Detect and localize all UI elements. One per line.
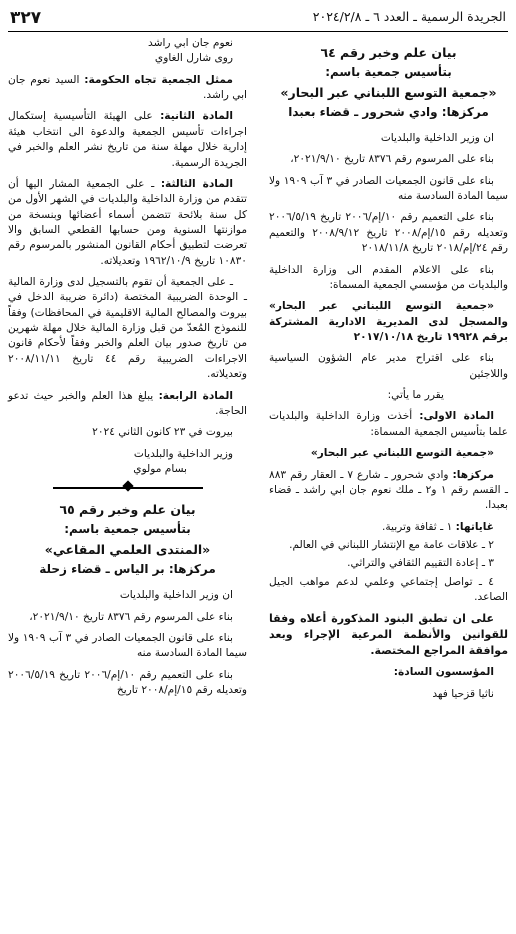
gazette-title: الجريدة الرسمية ـ العدد ٦ ـ ٢٠٢٤/٢/٨ xyxy=(312,9,506,24)
hq-label: مركزها: xyxy=(452,468,494,481)
citation: بناء على المرسوم رقم ٨٣٧٦ تاريخ ٢٠٢١/٩/١٠، xyxy=(290,153,494,166)
rep-name: السيد نعوم جان ابي راشد. xyxy=(8,73,247,102)
article-2-label: المادة الثانية: xyxy=(160,110,233,123)
citation: بناء على التعميم رقم ١٠/إم/٢٠٠٦ تاريخ ٢٠٠٦/٥/١٩ وتعديله رقم ١٥/إم/٢٠٠٨ تاريخ ٢٠٠٨/٩/١٢ والتعميم رقم ٢٤/إم/٢٠١٨ تاريخ ٢٠١٨/١١/٨ xyxy=(269,211,508,255)
article-1-label: المادة الاولى: xyxy=(419,410,494,423)
minister-intro: ان وزير الداخلية والبلديات xyxy=(380,132,494,145)
citation: بناء على قانون الجمعيات الصادر في ٣ آب ١٩٠٩ ولا سيما المادة السادسة منه xyxy=(269,174,508,203)
decides-line: يقرر ما يأتي: xyxy=(387,389,444,402)
article-4-text: يبلغ هذا العلم والخبر حيث تدعو الحاجة. xyxy=(8,389,247,417)
goal-item: ٢ ـ علاقات عامة مع الإنتشار اللبناني في العالم. xyxy=(289,538,494,551)
notice2-association-name: «المنتدى العلمي المقاعي» xyxy=(44,541,211,557)
goal-item: ٤ ـ تواصل إجتماعي وعلمي لدعم مواهب الجيل الصاعد. xyxy=(269,575,508,604)
notice-title: بيان علم وخبر رقم ٦٤ xyxy=(320,45,457,60)
article-3-label: المادة الثالثة: xyxy=(160,177,233,190)
goals-label: غاياتها: xyxy=(455,520,494,533)
article-1 xyxy=(269,409,508,440)
hq-text: وادي شحرور ـ شارع ٧ ـ العقار رقم ٨٨٣ ـ القسم رقم ١ و٢ ـ ملك نعوم جان ابي راشد ـ قضاء بعبدا. xyxy=(269,468,509,512)
representative xyxy=(8,73,247,104)
date-line: بيروت في ٢٣ كانون الثاني ٢٠٢٤ xyxy=(92,426,233,439)
goal-item: ١ ـ ثقافة وتربية. xyxy=(381,520,453,533)
page-header xyxy=(8,6,508,30)
notice2-title: بيان علم وخبر رقم ٦٥ xyxy=(59,502,196,518)
article-4-label: المادة الرابعة: xyxy=(158,389,233,402)
article-3-text: ـ على الجمعية المشار اليها أن تتقدم من وزارة الداخلية والبلديات في الشهر الأول من كل سنة بلائحة تتضمن أسماء أعضائها وبنسخة من موازنتها السنوية ومن حسابها القطعي السابق والا تعرضت لتطبيق أحكام القانون المنشور بالمرسوم رقم ١٠٨٣٠ تاريخ ١٩٦٢/١٠/٩ وتعديلاته. xyxy=(8,177,247,267)
article-4 xyxy=(8,389,247,420)
notice2-intro: ان وزير الداخلية والبلديات xyxy=(119,589,233,602)
article-1-text: أخذت وزارة الداخلية والبلديات علما بتأسيس الجمعية المسماة: xyxy=(269,410,508,438)
rep-label: ممثل الجمعية تجاه الحكومة: xyxy=(84,73,233,86)
founders-label: المؤسسون السادة: xyxy=(393,666,494,679)
notice-subject: بتأسيس جمعية باسم: xyxy=(325,65,452,80)
header-rule xyxy=(8,31,508,32)
citation: بناء على اقتراح مدير عام الشؤون السياسية واللاجئين xyxy=(269,352,508,380)
citation: بناء على الاعلام المقدم الى وزارة الداخلية والبلديات من مؤسسي الجمعية المسماة: xyxy=(269,263,508,291)
article-3-text-2: ـ على الجمعية أن تقوم بالتسجيل لدى وزارة المالية ـ الوحدة الضريبية المختصة (دائرة ضريبة الدخل في بيروت والمصالح المالية الاقليمية في المحافظات) وفقاً للنموذج المُعدّ من قبل وزارة المالية خلال مهلة شهرين من تاريخ صدور بيان العلم والخبر وفقاً لأحكام قانون الاجراءات الضريبية رقم ٤٤ تاريخ ٢٠٠٨/١١/١١ وتعديلاته. xyxy=(8,276,247,381)
headquarters xyxy=(269,468,508,514)
left-column xyxy=(8,36,247,705)
goal-item: ٣ ـ إعادة التقييم الثقافي والتراثي. xyxy=(347,557,494,570)
founder-name: نعوم جان ابي راشد xyxy=(148,37,233,49)
page-number: ٣٢٧ xyxy=(10,8,42,28)
goals xyxy=(269,520,508,535)
notice2-subject: بتأسيس جمعية باسم: xyxy=(64,522,191,537)
notice2-location: مركزها: بر الياس ـ قضاء زحلة xyxy=(39,561,216,576)
condition-clause: على ان تطبق البنود المذكورة أعلاه وفقا للقوانين والأنظمة المرعية الإجراء وبعد موافقة المراجع المختصة. xyxy=(269,612,508,658)
article-2 xyxy=(8,109,247,170)
founder-name: ناثيا قزحيا فهد xyxy=(432,687,494,700)
article-2-text: على الهيئة التأسيسية إستكمال اجراءات تأسيس الجمعية والدعوة الى انتخاب هيئة إدارية خلال مهلة سنة من تاريخ نشر العلم والخبر في الجريدة الرسمية. xyxy=(8,110,247,169)
article-3 xyxy=(8,177,247,269)
section-divider xyxy=(53,485,203,491)
association-location: مركزها: وادي شحرور ـ قضاء بعبدا xyxy=(288,104,489,119)
right-column xyxy=(269,36,508,702)
signer-title: وزير الداخلية والبلديات xyxy=(133,447,233,460)
citation: «جمعية التوسع اللبناني عبر البحار» والمسجل لدى المديرية الادارية المشتركة برقم ١٩٩٢٨ تاريخ ٢٠١٧/١٠/١٨ xyxy=(269,300,508,343)
article-1-name: «جمعية التوسع اللبناني عبر البحار» xyxy=(310,447,494,460)
association-name: «جمعية التوسع اللبناني عبر البحار» xyxy=(280,84,497,100)
founder-name: روى شارل الغاوي xyxy=(154,52,233,65)
notice2-citation: بناء على قانون الجمعيات الصادر في ٣ آب ١٩٠٩ ولا سيما المادة السادسة منه xyxy=(8,632,247,660)
signer-name: بسام مولوي xyxy=(133,462,187,475)
notice2-citation: بناء على المرسوم رقم ٨٣٧٦ تاريخ ٢٠٢١/٩/١٠، xyxy=(29,610,233,623)
notice2-citation: بناء على التعميم رقم ١٠/إم/٢٠٠٦ تاريخ ٢٠٠٦/٥/١٩ وتعديله رقم ١٥/إم/٢٠٠٨ تاريخ xyxy=(8,668,247,697)
